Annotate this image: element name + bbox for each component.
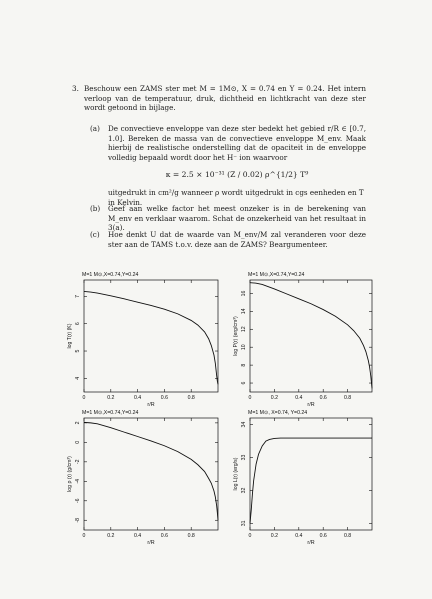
- pressure-chart: [232, 266, 382, 418]
- plot-frame: [250, 418, 372, 530]
- part-a-label: (a): [90, 124, 100, 133]
- y-tick-label: 33: [241, 454, 247, 461]
- y-tick-label: 12: [241, 326, 247, 333]
- chart-title: M=1 M⊙,X=0.74,Y=0.24: [248, 272, 305, 278]
- y-tick-label: 5: [75, 349, 81, 353]
- y-tick-label: -8: [75, 517, 81, 523]
- density-chart: [62, 405, 232, 557]
- x-tick-label: 0.4: [133, 395, 142, 401]
- x-axis-label: r/R: [307, 402, 315, 408]
- plot-frame: [250, 280, 372, 392]
- x-tick-label: 0.4: [295, 533, 303, 539]
- y-tick-label: -4: [75, 478, 81, 484]
- x-tick-label: 0.4: [295, 395, 303, 401]
- y-axis-label: log P(r) (erg/cm³): [233, 316, 239, 356]
- series-line: [250, 438, 372, 523]
- series-line: [250, 283, 372, 389]
- x-axis-label: r/R: [147, 540, 155, 546]
- question-intro: Beschouw een ZAMS ster met M = 1M⊙, X = 0.74 en Y = 0.24. Het intern verloop van de temperatuur, druk, dichtheid en lichtkracht van deze ster wordt getoond in bijlage.: [84, 84, 366, 113]
- y-axis-label: log L(r) (erg/s): [233, 457, 239, 491]
- x-axis-label: r/R: [147, 402, 155, 408]
- y-tick-label: 6: [75, 322, 81, 326]
- part-c-text: Hoe denkt U dat de waarde van M_env/M zal veranderen voor deze ster aan de TAMS t.o.v. deze aan de ZAMS? Beargumenteer.: [108, 230, 366, 249]
- x-tick-label: 0.2: [270, 533, 279, 539]
- x-tick-label: 0: [82, 533, 86, 539]
- y-tick-label: 8: [241, 363, 247, 367]
- y-tick-label: 4: [75, 376, 81, 380]
- temperature-chart: [62, 266, 232, 418]
- y-tick-label: 2: [75, 421, 81, 425]
- x-tick-label: 0.6: [319, 533, 327, 539]
- y-tick-label: 32: [241, 487, 247, 494]
- x-tick-label: 0.8: [187, 395, 195, 401]
- x-tick-label: 0.6: [160, 533, 169, 539]
- x-tick-label: 0: [248, 395, 252, 401]
- x-tick-label: 0.8: [187, 533, 195, 539]
- part-b-label: (b): [90, 204, 101, 213]
- x-tick-label: 0: [82, 395, 86, 401]
- x-tick-label: 0.6: [319, 395, 327, 401]
- x-tick-label: 0: [248, 533, 252, 539]
- x-tick-label: 0.2: [270, 395, 279, 401]
- chart-title: M=1 M⊙, X=0.74, Y=0.24: [248, 410, 308, 416]
- y-tick-label: 16: [241, 290, 247, 297]
- y-axis-label: log ρ (r) (g/cm³): [67, 456, 73, 492]
- y-tick-label: 31: [241, 520, 247, 527]
- plot-frame: [84, 418, 218, 530]
- y-axis-label: log T(r) (K): [67, 323, 73, 349]
- x-axis-label: r/R: [307, 540, 315, 546]
- y-tick-label: 7: [75, 294, 81, 298]
- series-line: [84, 291, 218, 384]
- x-tick-label: 0.6: [160, 395, 169, 401]
- x-tick-label: 0.8: [343, 533, 352, 539]
- y-tick-label: -6: [75, 498, 81, 504]
- luminosity-chart: [232, 405, 382, 557]
- y-tick-label: -2: [75, 459, 81, 465]
- part-a-after: uitgedrukt in cm²/g wanneer ρ wordt uitgedrukt in cgs eenheden en T in Kelvin.: [108, 188, 364, 207]
- chart-title: M=1 M⊙,X=0.74,Y=0.24: [82, 410, 139, 416]
- x-tick-label: 0.8: [343, 395, 352, 401]
- x-tick-label: 0.4: [133, 533, 142, 539]
- plot-frame: [84, 280, 218, 392]
- y-tick-label: 6: [241, 381, 247, 385]
- opacity-formula: κ = 2.5 × 10⁻³¹ (Z / 0.02) ρ^{1/2} T⁹: [165, 170, 309, 179]
- x-tick-label: 0.2: [107, 395, 115, 401]
- x-tick-label: 0.2: [107, 533, 115, 539]
- series-line: [84, 422, 218, 520]
- y-tick-label: 14: [241, 308, 247, 315]
- part-b-text: Geef aan welke factor het meest onzeker is in de berekening van M_env en verklaar waarom. Schat de onzekerheid van het resultaat in 3(a).: [108, 204, 366, 233]
- chart-title: M=1 M⊙,X=0.74,Y=0.24: [82, 272, 139, 278]
- part-c-label: (c): [90, 230, 100, 239]
- question-number: 3.: [72, 84, 79, 93]
- y-tick-label: 0: [75, 440, 81, 444]
- part-a-text: De convectieve enveloppe van deze ster bedekt het gebied r/R ∈ [0.7, 1.0]. Bereken de massa van de convectieve enveloppe M_env. Maak hierbij de realistische onderstelling dat de opaciteit in de enveloppe volledig bepaald wordt door het H⁻ ion waarvoor: [108, 124, 366, 162]
- y-tick-label: 34: [241, 421, 247, 428]
- y-tick-label: 10: [241, 344, 247, 351]
